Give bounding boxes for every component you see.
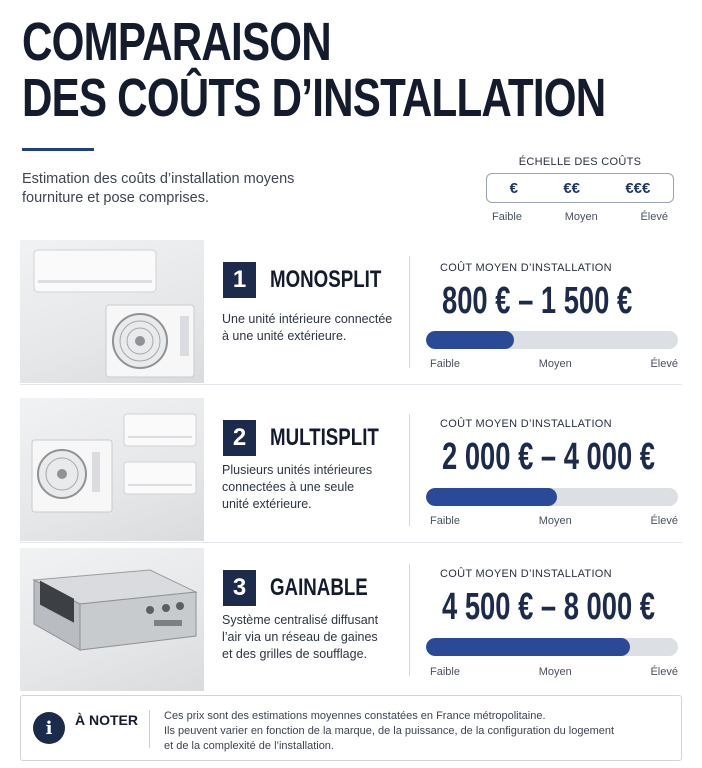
level-mid: Moyen [538, 358, 572, 370]
card-gainable [20, 548, 682, 693]
level-high: Élevé [650, 358, 678, 370]
cost-level-bar-gainable [426, 638, 678, 656]
cost-level-fill [426, 488, 557, 506]
cost-scale-title: ÉCHELLE DES COÛTS [518, 156, 642, 168]
card-name-multisplit: MULTISPLIT [270, 424, 379, 451]
level-mid: Moyen [538, 515, 572, 527]
level-low: Faible [430, 358, 460, 370]
note-divider [149, 710, 150, 748]
cost-scale-level-mid: Moyen [564, 211, 598, 223]
page-title-line-2: DES COÛTS D’INSTALLATION [22, 68, 606, 128]
card-divider [409, 564, 410, 676]
description-line: connectées à une seule [222, 480, 355, 494]
cost-range-multisplit: 2 000 € – 4 000 € [442, 436, 655, 478]
monosplit-illustration [20, 240, 204, 383]
cost-label: COÛT MOYEN D’INSTALLATION [440, 568, 612, 580]
info-icon: i [33, 712, 65, 744]
card-description-monosplit [222, 311, 402, 345]
page-title [22, 14, 605, 126]
cost-level-labels [430, 666, 678, 678]
note-text [164, 709, 674, 754]
level-low: Faible [430, 666, 460, 678]
card-divider [409, 256, 410, 368]
cost-scale-level-low: Faible [492, 211, 522, 223]
description-line: unité extérieure. [222, 497, 312, 511]
card-description-gainable [222, 612, 402, 663]
card-name-gainable: GAINABLE [270, 574, 368, 601]
multisplit-photo [20, 398, 204, 541]
cost-range-monosplit: 800 € – 1 500 € [442, 280, 633, 322]
card-description-multisplit [222, 462, 402, 513]
page-title-line-1: COMPARAISON [22, 12, 331, 72]
gainable-photo [20, 548, 204, 691]
card-name-monosplit: MONOSPLIT [270, 266, 382, 293]
subtitle-line-2: fourniture et pose comprises. [22, 190, 209, 206]
description-line: Plusieurs unités intérieures [222, 463, 373, 477]
description-line: Une unité intérieure connectée [222, 312, 393, 326]
note-text-line: Ces prix sont des estimations moyennes constatées en France métropolitaine. [164, 710, 546, 722]
cost-level-fill [426, 331, 514, 349]
gainable-illustration [20, 548, 204, 691]
cost-scale-symbol-low: € [509, 179, 518, 197]
cost-level-labels [430, 358, 678, 370]
level-low: Faible [430, 515, 460, 527]
cost-range-gainable: 4 500 € – 8 000 € [442, 586, 655, 628]
monosplit-photo [20, 240, 204, 383]
description-line: l’air via un réseau de gaines [222, 630, 378, 644]
cost-scale-symbol-mid: €€ [563, 179, 580, 197]
cost-level-labels [430, 515, 678, 527]
level-mid: Moyen [538, 666, 572, 678]
cost-scale-symbol-high: €€€ [625, 179, 651, 197]
card-divider [409, 414, 410, 526]
cost-label: COÛT MOYEN D’INSTALLATION [440, 418, 612, 430]
level-high: Élevé [650, 666, 678, 678]
card-number-3: 3 [223, 570, 256, 606]
cost-scale-levels [480, 211, 680, 223]
level-high: Élevé [650, 515, 678, 527]
card-monosplit [20, 240, 682, 385]
cost-level-bar-multisplit [426, 488, 678, 506]
cost-level-bar-monosplit [426, 331, 678, 349]
note-text-line: et de la complexité de l’installation. [164, 740, 334, 752]
card-number-1: 1 [223, 262, 256, 298]
note-text-line: Ils peuvent varier en fonction de la marque, de la puissance, de la configuration du logement [164, 725, 615, 737]
subtitle-line-1: Estimation des coûts d’installation moyens [22, 171, 295, 187]
note-label: À NOTER [75, 712, 138, 728]
cost-scale-level-high: Élevé [640, 211, 668, 223]
multisplit-illustration [20, 398, 204, 541]
title-underline [22, 148, 94, 151]
card-multisplit [20, 398, 682, 543]
page-subtitle [22, 170, 352, 208]
cost-label: COÛT MOYEN D’INSTALLATION [440, 262, 612, 274]
cost-scale-box [486, 173, 674, 203]
description-line: à une unité extérieure. [222, 329, 347, 343]
card-number-2: 2 [223, 420, 256, 456]
note-box [20, 695, 682, 761]
description-line: Système centralisé diffusant [222, 613, 379, 627]
description-line: et des grilles de soufflage. [222, 647, 368, 661]
cost-level-fill [426, 638, 630, 656]
